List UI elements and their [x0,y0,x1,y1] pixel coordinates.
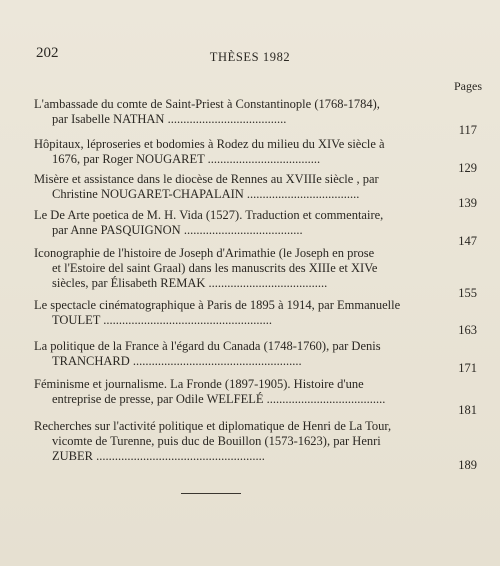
toc-entry [34,137,454,167]
entry-line: par Isabelle NATHAN ...................................... [52,112,287,126]
running-head: THÈSES 1982 [209,50,291,64]
entry-page-number: 117 [458,123,477,137]
entry-page-number: 155 [458,286,477,300]
entry-line: L'ambassade du comte de Saint-Priest à Constantinople (1768-1784), [34,97,380,111]
toc-entry [34,298,454,328]
entry-line: Le De Arte poetica de M. H. Vida (1527). Traduction et commentaire, [34,208,384,222]
closing-rule [181,493,241,494]
entry-line: entreprise de presse, par Odile WELFELÉ ...................................... [52,392,386,406]
entry-page-number: 181 [458,403,477,417]
pages-column-label: Pages [454,79,482,93]
toc-entry [34,208,454,238]
entry-page-number: 163 [458,323,477,337]
toc-entry [34,377,454,407]
toc-entry [34,339,454,369]
entry-line: TRANCHARD ...................................................... [52,354,302,368]
entry-page-number: 129 [458,161,477,175]
entry-line: TOULET ...................................................... [52,313,273,327]
entry-line: Misère et assistance dans le diocèse de Rennes au XVIIIe siècle , par [34,172,379,186]
entry-line: par Anne PASQUIGNON ...................................... [52,223,303,237]
toc-entry [34,419,454,464]
entry-page-number: 139 [458,196,477,210]
toc-entry [34,246,454,291]
entry-page-number: 171 [458,361,477,375]
page-number: 202 [36,45,59,61]
entry-line: Christine NOUGARET-CHAPALAIN .................................... [52,187,360,201]
entry-line: Hôpitaux, léproseries et bodomies à Rodez du milieu du XIVe siècle à [34,137,385,151]
entry-line: Iconographie de l'histoire de Joseph d'Arimathie (le Joseph en prose [34,246,375,260]
entry-line: 1676, par Roger NOUGARET .................................... [52,152,321,166]
entry-line: vicomte de Turenne, puis duc de Bouillon (1573-1623), par Henri [52,434,381,448]
entry-line: Féminisme et journalisme. La Fronde (1897-1905). Histoire d'une [34,377,364,391]
entry-page-number: 189 [458,458,477,472]
toc-entry [34,172,454,202]
entry-page-number: 147 [458,234,477,248]
entry-line: La politique de la France à l'égard du Canada (1748-1760), par Denis [34,339,381,353]
entry-line: et l'Estoire del saint Graal) dans les manuscrits des XIIIe et XIVe [52,261,378,275]
entry-line: ZUBER ...................................................... [52,449,265,463]
entry-line: siècles, par Élisabeth REMAK ...................................... [52,276,328,290]
entry-line: Recherches sur l'activité politique et diplomatique de Henri de La Tour, [34,419,392,433]
entry-line: Le spectacle cinématographique à Paris de 1895 à 1914, par Emmanuelle [34,298,401,312]
toc-entry [34,97,454,127]
